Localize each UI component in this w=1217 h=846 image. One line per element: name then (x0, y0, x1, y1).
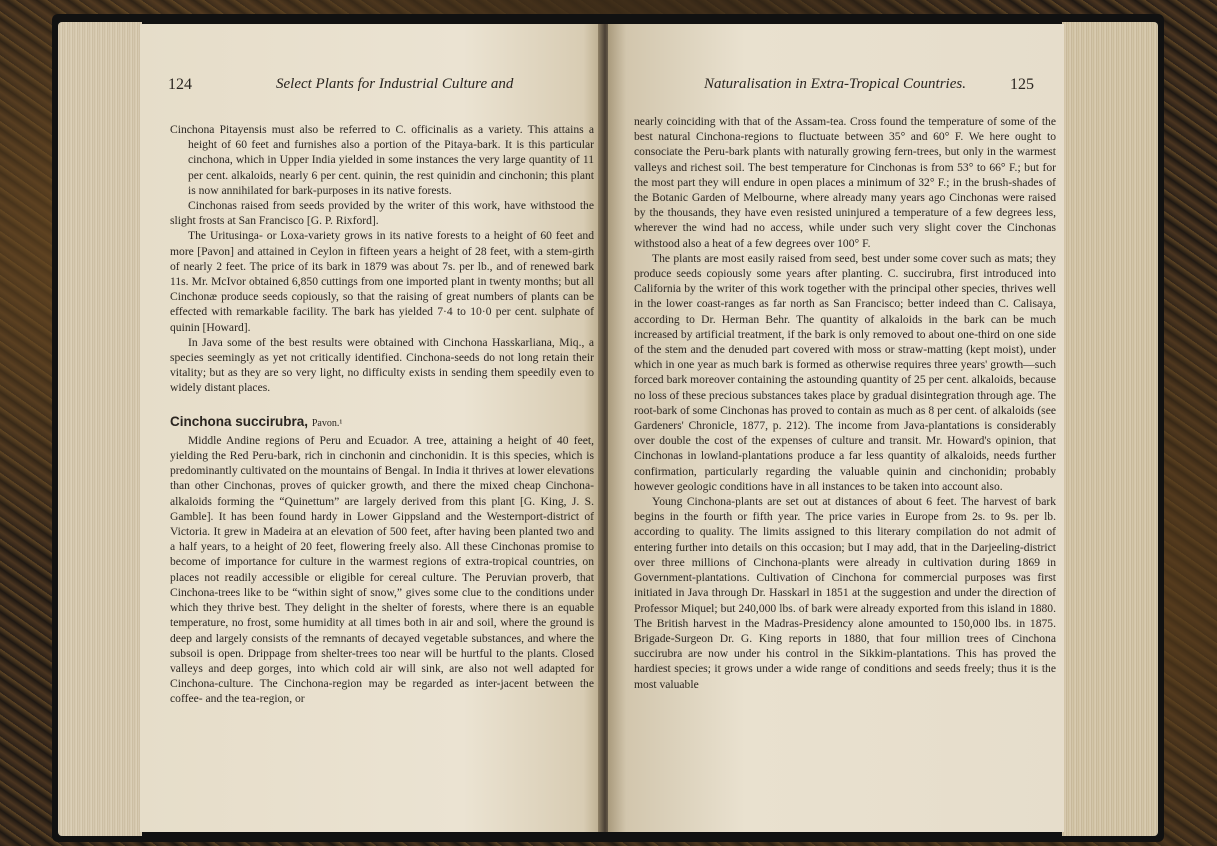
right-page-header (608, 76, 1064, 98)
section-author: Pavon.¹ (311, 417, 343, 429)
left-page-edges (58, 22, 142, 836)
right-page-edges (1062, 22, 1158, 836)
paragraph: In Java some of the best results were obtained with Cinchona Hasskarliana, Miq., a species seemingly as yet not critically identified. Cinchona-seeds do not long retain their vitality; but as they are so very light, no difficulty exists in sending them speedily even to widely distant places. (170, 335, 594, 395)
left-page-number: 124 (168, 76, 192, 93)
paragraph: Middle Andine regions of Peru and Ecuador. A tree, attaining a height of 40 feet, yielding the Red Peru-bark, rich in cinchonin and cinchonidin. It is this species, which is predominantly cultivated on the mountains of Bengal. In India it thrives at lower elevations than other Cinchonas, proves of quicker growth, and there the mixed cheap Cinchona-alkaloids forming the “Quinettum” are largely derived from this plant [G. King, J. S. Gamble]. It has been found hardy in Lower Gippsland and the Westernport-district of Victoria. It grew in Madeira at an elevation of 500 feet, after having been planted two and a half years, to a height of 20 feet, flowering freely also. All these Cinchonas promise to become of importance for culture in the warmest regions of extra-tropical countries, on places not readily accessible or eligible for cereal culture. The Peruvian proverb, that Cinchona-trees like to be “within sight of snow,” gives some clue to the conditions under which they thrive best. They delight in the shelter of forests, where there is an equable temperature, no frost, some humidity at all times both in air and soil, where the ground is deep and largely consists of the remnants of decayed vegetable substances, and where the subsoil is open. Drippage from shelter-trees too near will be hurtful to the plants. Closed valleys and deep gorges, into which cold air will sink, are also not well adapted for Cinchona-culture. The Cinchona-region may be regarded as inter-jacent between the coffee- and the tea-region, or (170, 433, 594, 706)
paragraph: Cinchonas raised from seeds provided by the writer of this work, have withstood the slight frosts at San Francisco [G. P. Rixford]. (170, 199, 594, 228)
left-page-header (140, 76, 602, 98)
paragraph: Cinchona Pitayensis must also be referred to C. officinalis as a variety. This attains a height of 60 feet and furnishes also a portion of the Pitaya-bark. It is this particular cinchona, which in Upper India yielded in some instances the very large quantity of 11 per cent. alkaloids, nearly 6 per cent. quinin, the rest quinidin and cinchonin; this plant is now annihilated for bark-purposes in its native forests. (170, 123, 594, 197)
paragraph: The plants are most easily raised from seed, best under some cover such as mats; they produce seeds copiously some years after planting. C. succirubra, first introduced into California by the writer of this work together with the principal other species, thrives well in the lower coast-ranges as far north as San Francisco; better indeed than C. Calisaya, according to Dr. Herman Behr. The quantity of alkaloids in the bark can be much increased by artificial treatment, if the bark is only removed to about one-third on one side of the stem and the denuded part covered with moss or straw-matting (kept moist), under which in one year as much bark is formed as otherwise requires three years' growth—such forced bark moreover containing the astounding quantity of 25 per cent. alkaloids, because no loss of these precious substances takes place by gradual disintegration through age. The root-bark of some Cinchonas has proved to contain as much as 8 per cent. of alkaloids (see Gardeners' Chronicle, 1877, p. 212). The income from Java-plantations is considerably over double the cost of the expenses of culture and transit. Mr. Howard's opinion, that Cinchonas in lowland-plantations produce a far less quantity of alkaloids, needs further confirmation, particularly regarding the valuable quinin and cinchonidin; probably however geologic conditions have in all instances to be taken into account also. (634, 251, 1056, 493)
left-running-head: Select Plants for Industrial Culture and (276, 76, 514, 92)
section-heading (170, 414, 594, 431)
left-page (140, 24, 602, 832)
paragraph: The Uritusinga- or Loxa-variety grows in its native forests to a height of 60 feet and more [Pavon] and attained in Ceylon in fifteen years a height of 28 feet, with a stem-girth of nearly 2 feet. The price of its bark in 1879 was about 7s. per lb., and of renewed bark 11s. Mr. McIvor obtained 6,850 cuttings from one imported plant in twenty months; but all Cinchonæ produce seeds copiously, so that the raising of great numbers of plants can be effected with remarkable facility. The bark has yielded 7·4 to 10·0 per cent. sulphate of quinin [Howard]. (170, 229, 594, 334)
right-running-head: Naturalisation in Extra-Tropical Countries. (704, 76, 966, 92)
paragraph: Young Cinchona-plants are set out at distances of about 6 feet. The harvest of bark begins in the fourth or fifth year. The price varies in Europe from 2s. to 9s. per lb. according to quality. The limits assigned to this literary compilation do not admit of entering further into details on this occasion; but I may add, that in the Darjeeling-district over three millions of Cinchona-plants were already in cultivation during 1869 in Government-plantations. Cultivation of Cinchona for commercial purposes was first initiated in Java through Dr. Hasskarl in 1851 at the suggestion and under the direction of Professor Miquel; but 240,000 lbs. of bark were already exported from this island in 1880. The British harvest in the Madras-Presidency alone amounted to 150,000 lbs. in 1875. Brigade-Surgeon Dr. G. King reports in 1880, that four million trees of Cinchona succirubra are now under his control in the Sikkim-plantations. This has proved the hardiest species; it grows under a wide range of conditions and seeds freely; thus it is the most valuable (634, 495, 1056, 691)
right-page-number: 125 (1010, 76, 1034, 93)
paragraph: nearly coinciding with that of the Assam-tea. Cross found the temperature of some of the best natural Cinchona-regions to fluctuate between 35° and 60° F. We here ought to consociate the Peru-bark plants with naturally growing fern-trees, but only in the warmest valleys and richest soil. The best temperature for Cinchonas is from 53° to 66° F.; but for the most part they will endure in open places a minimum of 32° F.; in the brush-shades of the Botanic Garden of Melbourne, where already many years ago Cinchonas were raised by the thousands, they have even resisted uninjured a temperature of a few degrees less, wherever the wind had no access, while under such very slight cover the Cinchonas withstood also a heat of a few degrees over 100° F. (634, 115, 1056, 250)
section-title: Cinchona succirubra, (170, 413, 309, 429)
left-page-body (170, 122, 594, 707)
right-page (608, 24, 1064, 832)
right-page-body (634, 114, 1056, 692)
